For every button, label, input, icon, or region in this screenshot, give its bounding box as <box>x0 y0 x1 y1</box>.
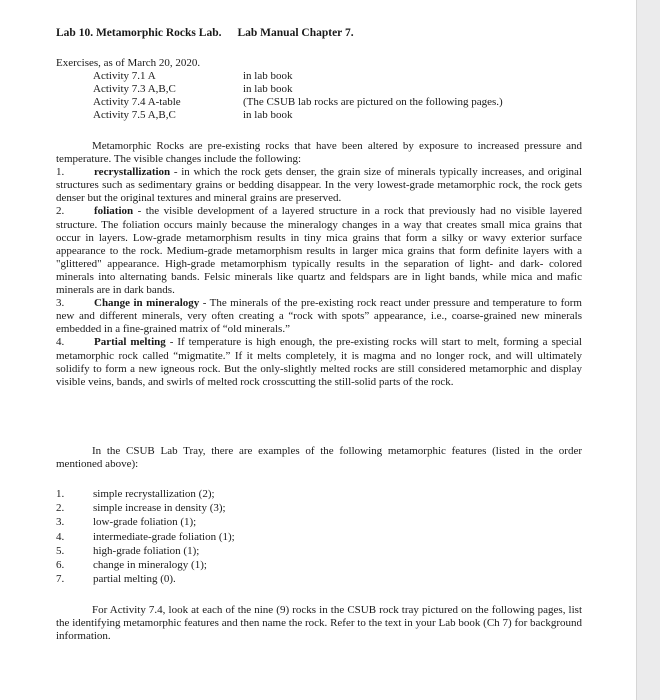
change-item: 4. Partial melting - If temperature is high enough, the pre-existing rocks will start to melt, forming a special metamorphic rock called “migmatite.” If it melts completely, it is magma and no longer rock, and will ultimately solidify to form a new igneous rock. But the only-slightly melted rocks are still considered metamorphic and display visible veins, bands, and swirls of melted rock crosscutting the still-solid parts of the rock. <box>56 336 582 388</box>
list-item: 7. partial melting (0). <box>56 573 176 586</box>
list-item: 3. low-grade foliation (1); <box>56 516 197 529</box>
activity-note: in lab book <box>243 83 293 95</box>
activity-name: Activity 7.5 A,B,C <box>93 109 176 121</box>
activity-note: (The CSUB lab rocks are pictured on the following pages.) <box>243 96 503 108</box>
title-lab: Lab 10. Metamorphic Rocks Lab. <box>56 27 222 39</box>
activity-name: Activity 7.4 A-table <box>93 96 181 108</box>
activity-name: Activity 7.1 A <box>93 70 156 82</box>
activity-note: in lab book <box>243 70 293 82</box>
change-item: 1. recrystallization - in which the rock gets denser, the grain size of minerals typically increases, and original structures such as sedimentary grains or bedding disappear. In the very lowest-grade metamorphic rock, the rock gets denser but the original textures and mineral grains are preserved. <box>56 166 582 205</box>
list-item: 1. simple recrystallization (2); <box>56 488 215 500</box>
changes-section <box>56 140 582 389</box>
tray-list <box>56 487 235 586</box>
list-item: 4. intermediate-grade foliation (1); <box>56 530 235 543</box>
closing-paragraph: For Activity 7.4, look at each of the nine (9) rocks in the CSUB rock tray pictured on the following pages, list the identifying metamorphic features and then name the rock. Refer to the text in your Lab book (Ch 7) for background information. <box>56 604 582 643</box>
list-item: 6. change in mineralogy (1); <box>56 559 207 572</box>
page-edge <box>636 0 660 700</box>
title-manual: Lab Manual Chapter 7. <box>237 27 354 39</box>
page-title <box>56 27 354 39</box>
change-item: 3. Change in mineralogy - The minerals of the pre-existing rock react under pressure and temperature to form new and different minerals, very often creating a “rock with spots” appearance, i.e., coarse-grained new minerals embedded in a fine-grained matrix of “old minerals.” <box>56 297 582 336</box>
activity-note: in lab book <box>243 109 293 121</box>
exercises-heading: Exercises, as of March 20, 2020. <box>56 57 201 69</box>
intro-paragraph: Metamorphic Rocks are pre-existing rocks that have been altered by exposure to increased pressure and temperature. The visible changes include the following: <box>56 140 582 166</box>
change-item: 2. foliation - the visible development of a layered structure in a rock that previously had no visible layered structure. The foliation occurs mainly because the mineralogy changes in a way that creates small mica grains that occur in layers. Low-grade metamorphism results in tiny mica grains that form a silky or wavy exterior surface appearance to the rock. Medium-grade metamorphism results in larger mica grains that form definite layers with a "glittered" appearance. High-grade metamorphism typically results in the separation of light- and dark- colored minerals into alternating bands. Felsic minerals like quartz and feldspars are in light bands, while mica and mafic minerals are in dark bands. <box>56 205 582 297</box>
list-item: 2. simple increase in density (3); <box>56 502 226 515</box>
tray-intro: In the CSUB Lab Tray, there are examples of the following metamorphic features (listed in the order mentioned above): <box>56 445 582 471</box>
activity-name: Activity 7.3 A,B,C <box>93 83 176 95</box>
list-item: 5. high-grade foliation (1); <box>56 544 200 557</box>
